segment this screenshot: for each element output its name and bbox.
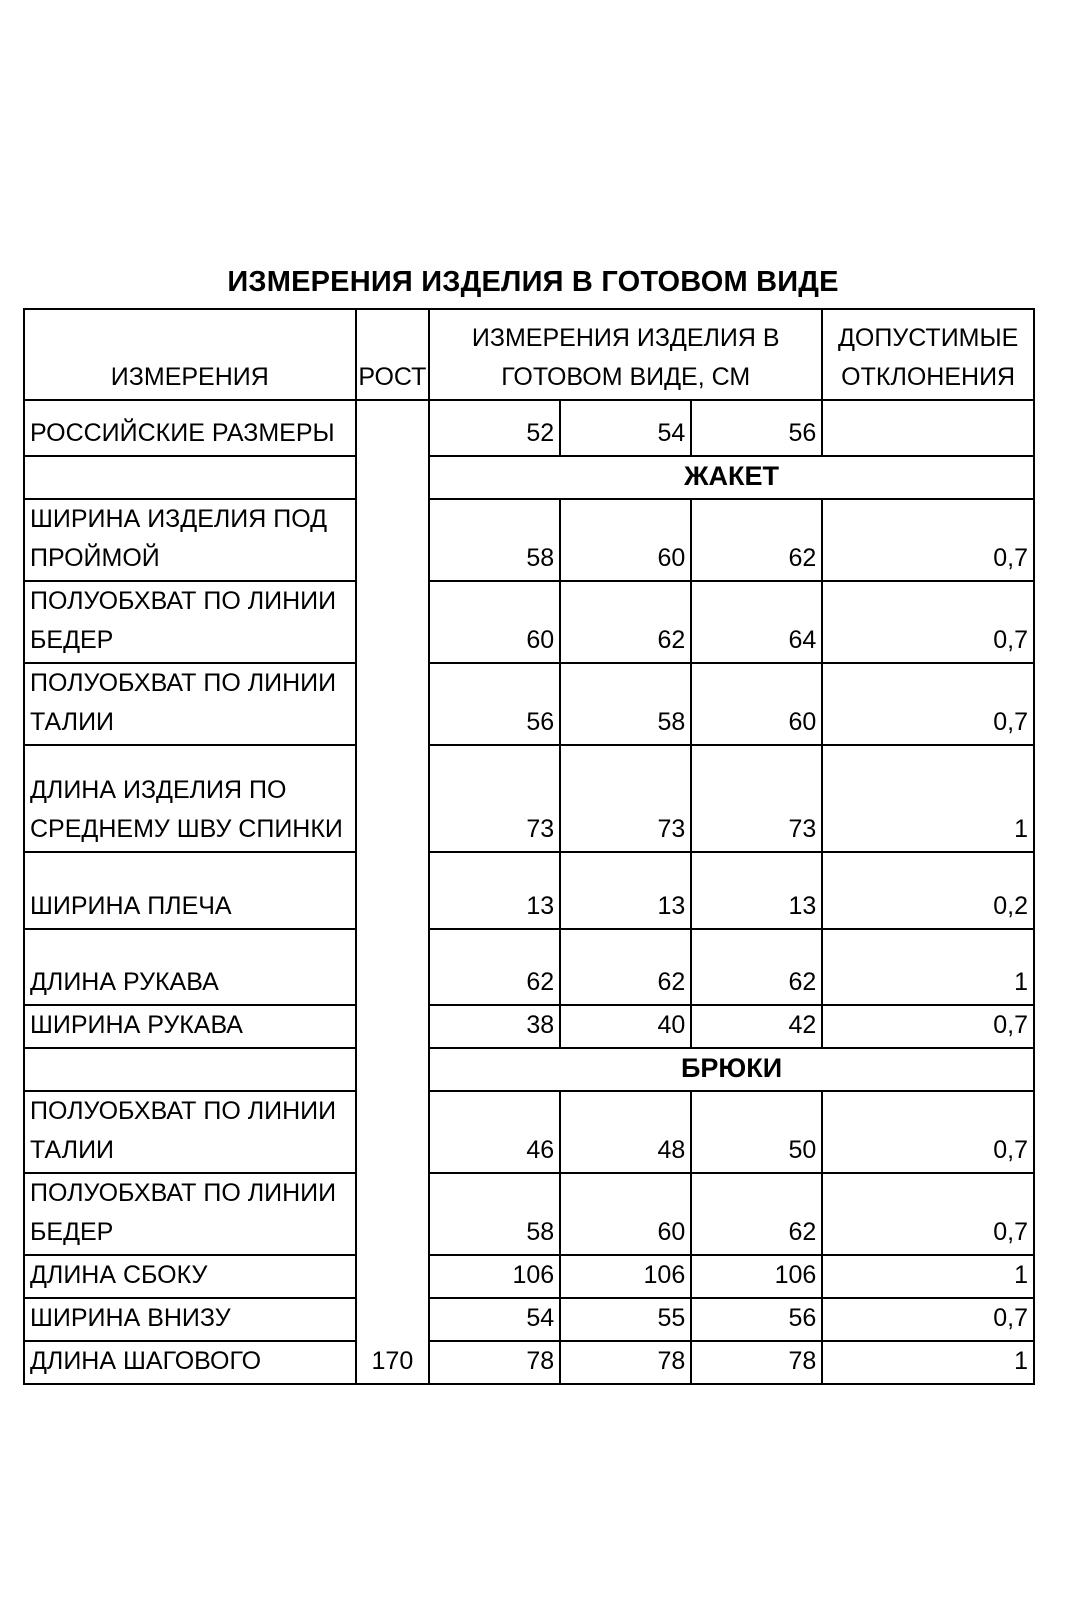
table-row — [24, 663, 1034, 745]
value-cell: 60 — [429, 581, 560, 663]
header-finished: ИЗМЕРЕНИЯ ИЗДЕЛИЯ В ГОТОВОМ ВИДЕ, СМ — [429, 309, 822, 400]
header-height: РОСТ — [356, 309, 430, 400]
value-cell: 62 — [691, 1173, 822, 1255]
tolerance-cell: 0,7 — [822, 1298, 1034, 1341]
table-row — [24, 1173, 1034, 1255]
value-cell: 62 — [560, 929, 691, 1005]
row-label: ШИРИНА ПЛЕЧА — [24, 852, 356, 929]
tolerance-cell: 1 — [822, 1341, 1034, 1384]
value-cell: 73 — [691, 745, 822, 852]
table-row — [24, 1298, 1034, 1341]
section-title: БРЮКИ — [429, 1048, 1034, 1091]
value-cell: 78 — [691, 1341, 822, 1384]
tolerance-cell: 1 — [822, 929, 1034, 1005]
value-cell: 73 — [560, 745, 691, 852]
sizes-row-tolerance — [822, 400, 1034, 456]
row-label: ПОЛУОБХВАТ ПО ЛИНИИ БЕДЕР — [24, 1173, 356, 1255]
value-cell: 78 — [560, 1341, 691, 1384]
value-cell: 64 — [691, 581, 822, 663]
value-cell: 58 — [560, 663, 691, 745]
value-cell: 62 — [560, 581, 691, 663]
value-cell: 106 — [429, 1255, 560, 1298]
value-cell: 60 — [560, 499, 691, 581]
header-measurements: ИЗМЕРЕНИЯ — [24, 309, 356, 400]
row-label: ДЛИНА ИЗДЕЛИЯ ПО СРЕДНЕМУ ШВУ СПИНКИ — [24, 745, 356, 852]
section-empty-cell — [24, 1048, 356, 1091]
value-cell: 106 — [560, 1255, 691, 1298]
value-cell: 56 — [429, 663, 560, 745]
table-header-row — [24, 309, 1034, 400]
value-cell: 62 — [429, 929, 560, 1005]
row-label: ДЛИНА РУКАВА — [24, 929, 356, 1005]
tolerance-cell: 0,2 — [822, 852, 1034, 929]
value-cell: 46 — [429, 1091, 560, 1173]
value-cell: 58 — [429, 499, 560, 581]
row-label: ДЛИНА СБОКУ — [24, 1255, 356, 1298]
value-cell: 58 — [429, 1173, 560, 1255]
value-cell: 56 — [691, 1298, 822, 1341]
value-cell: 55 — [560, 1298, 691, 1341]
tolerance-cell: 1 — [822, 745, 1034, 852]
row-label: ДЛИНА ШАГОВОГО — [24, 1341, 356, 1384]
sizes-row — [24, 400, 1034, 456]
table-row — [24, 1255, 1034, 1298]
value-cell: 42 — [691, 1005, 822, 1048]
value-cell: 13 — [560, 852, 691, 929]
table-row — [24, 1091, 1034, 1173]
tolerance-cell: 1 — [822, 1255, 1034, 1298]
table-row — [24, 499, 1034, 581]
value-cell: 13 — [691, 852, 822, 929]
size-cell: 52 — [429, 400, 560, 456]
value-cell: 73 — [429, 745, 560, 852]
tolerance-cell: 0,7 — [822, 663, 1034, 745]
value-cell: 62 — [691, 499, 822, 581]
value-cell: 60 — [691, 663, 822, 745]
value-cell: 40 — [560, 1005, 691, 1048]
tolerance-cell: 0,7 — [822, 499, 1034, 581]
tolerance-cell: 0,7 — [822, 581, 1034, 663]
table-row — [24, 929, 1034, 1005]
tolerance-cell: 0,7 — [822, 1005, 1034, 1048]
section-title: ЖАКЕТ — [429, 456, 1034, 499]
tolerance-cell: 0,7 — [822, 1091, 1034, 1173]
value-cell: 60 — [560, 1173, 691, 1255]
value-cell: 54 — [429, 1298, 560, 1341]
row-label: ПОЛУОБХВАТ ПО ЛИНИИ БЕДЕР — [24, 581, 356, 663]
size-cell: 54 — [560, 400, 691, 456]
row-label: ПОЛУОБХВАТ ПО ЛИНИИ ТАЛИИ — [24, 1091, 356, 1173]
tolerance-cell: 0,7 — [822, 1173, 1034, 1255]
table-row — [24, 745, 1034, 852]
section-row — [24, 1048, 1034, 1091]
table-row — [24, 581, 1034, 663]
value-cell: 48 — [560, 1091, 691, 1173]
table-row — [24, 852, 1034, 929]
height-value: 170 — [356, 400, 430, 1384]
header-tolerance: ДОПУСТИМЫЕ ОТКЛОНЕНИЯ — [822, 309, 1034, 400]
row-label: ПОЛУОБХВАТ ПО ЛИНИИ ТАЛИИ — [24, 663, 356, 745]
size-cell: 56 — [691, 400, 822, 456]
table-row — [24, 1005, 1034, 1048]
value-cell: 13 — [429, 852, 560, 929]
value-cell: 78 — [429, 1341, 560, 1384]
row-label: ШИРИНА ВНИЗУ — [24, 1298, 356, 1341]
section-empty-cell — [24, 456, 356, 499]
value-cell: 106 — [691, 1255, 822, 1298]
row-label: ШИРИНА ИЗДЕЛИЯ ПОД ПРОЙМОЙ — [24, 499, 356, 581]
value-cell: 62 — [691, 929, 822, 1005]
table-row — [24, 1341, 1034, 1384]
page-title: ИЗМЕРЕНИЯ ИЗДЕЛИЯ В ГОТОВОМ ВИДЕ — [227, 266, 839, 298]
measurements-table — [23, 308, 1035, 1385]
row-label: ШИРИНА РУКАВА — [24, 1005, 356, 1048]
value-cell: 50 — [691, 1091, 822, 1173]
value-cell: 38 — [429, 1005, 560, 1048]
sizes-row-label: РОССИЙСКИЕ РАЗМЕРЫ — [24, 400, 356, 456]
section-row — [24, 456, 1034, 499]
